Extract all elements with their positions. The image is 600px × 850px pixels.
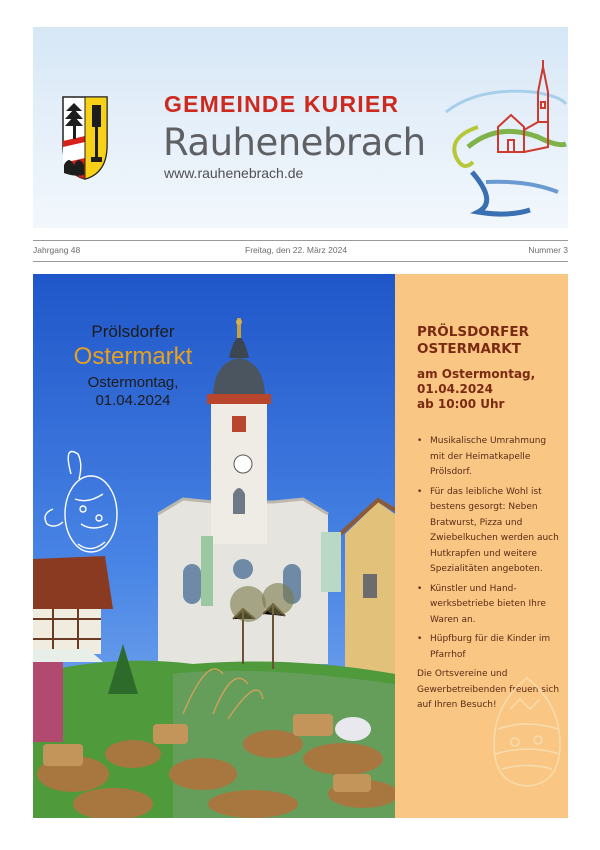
panel-date-block (417, 367, 567, 412)
issue-number: Nummer 3 (528, 245, 568, 255)
church-hill-logo-icon (438, 52, 568, 222)
caption-date: 01.04.2024 (95, 392, 171, 409)
panel-day: am Ostermontag, (417, 367, 536, 381)
panel-heading: PRÖLSDORFER OSTERMARKT (417, 324, 530, 357)
issue-date: Freitag, den 22. März 2024 (245, 245, 348, 255)
photo-caption (33, 322, 233, 410)
issue-info-bar (33, 240, 568, 262)
panel-time: ab 10:00 Uhr (417, 397, 505, 411)
easter-egg-icon (490, 674, 565, 789)
cover-photo (33, 274, 395, 818)
caption-event: Ostermarkt (73, 343, 193, 370)
municipal-coat-of-arms-icon (61, 95, 109, 181)
caption-village: Prölsdorfer (91, 322, 175, 341)
panel-body (417, 434, 561, 714)
list-item: • Musikalische Umrahmung mit der Heimatkapelle Prölsdorf. (417, 434, 561, 481)
event-info-panel (395, 274, 568, 818)
list-item: • Für das leibliche Wohl ist bestens gesorgt: Neben Bratwurst, Pizza und Zwiebelkuchen werden auch Hutkrapfen und weitere Spezialitäten angeboten. (417, 485, 561, 578)
caption-day: Ostermontag, (87, 374, 179, 391)
panel-date: 01.04.2024 (417, 382, 493, 396)
website-url[interactable]: www.rauhenebrach.de (164, 165, 304, 181)
volume-label: Jahrgang 48 (33, 245, 81, 255)
list-item: • Künstler und Handwerksbetriebe bieten Ihre Waren an. (417, 582, 561, 629)
list-item: • Hüpfburg für die Kinder im Pfarrhof (417, 632, 561, 663)
town-name: Rauhenebrach (163, 121, 426, 164)
masthead (33, 27, 568, 228)
newsletter-title: GEMEINDE KURIER (164, 91, 400, 117)
closing-text: Die Ortsvereine und Gewerbetreibenden freuen sich auf Ihren Besuch! (417, 669, 560, 710)
